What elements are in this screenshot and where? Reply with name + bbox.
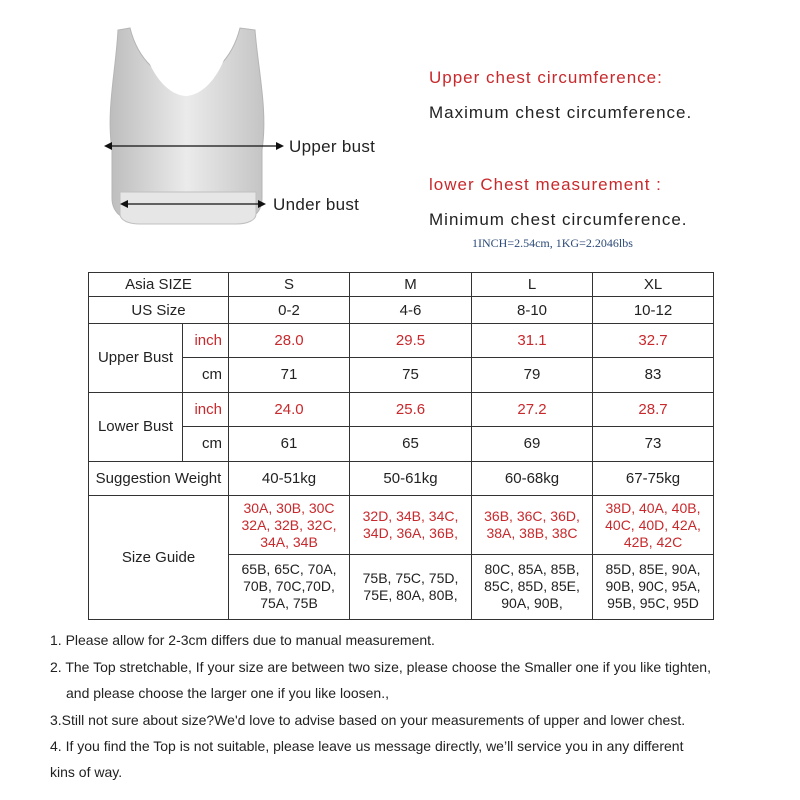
lower-inch-s: 24.0 <box>229 392 350 426</box>
size-guide-us-l: 36B, 36C, 36D, 38A, 38B, 38C <box>472 496 593 555</box>
upper-inch-xl: 32.7 <box>593 323 714 357</box>
upper-bust-inch-row <box>89 323 714 357</box>
upper-cm-m: 75 <box>350 358 472 392</box>
us-size-row <box>89 297 714 323</box>
note-3: 3.Still not sure about size?We'd love to advise based on your measurements of upper and lower chest. <box>50 712 686 728</box>
us-size-header: US Size <box>89 297 229 323</box>
upper-bust-cm-row <box>89 358 714 392</box>
size-l: L <box>472 273 593 297</box>
lower-bust-inch-row <box>89 392 714 426</box>
size-guide-us-m: 32D, 34B, 34C, 34D, 36A, 36B, <box>350 496 472 555</box>
us-size-l: 8-10 <box>472 297 593 323</box>
weight-l: 60-68kg <box>472 461 593 495</box>
us-size-m: 4-6 <box>350 297 472 323</box>
size-guide-eu-m: 75B, 75C, 75D, 75E, 80A, 80B, <box>350 554 472 619</box>
upper-inch-s: 28.0 <box>229 323 350 357</box>
upper-inch-unit: inch <box>183 323 229 357</box>
size-guide-us-s: 30A, 30B, 30C 32A, 32B, 32C, 34A, 34B <box>229 496 350 555</box>
weight-row <box>89 461 714 495</box>
sports-bra-illustration <box>0 0 300 240</box>
note-2: 2. The Top stretchable, If your size are between two size, please choose the Smaller one if you like tighten, <box>50 659 711 675</box>
upper-cm-xl: 83 <box>593 358 714 392</box>
note-4-continued: kins of way. <box>50 764 123 780</box>
weight-s: 40-51kg <box>229 461 350 495</box>
size-s: S <box>229 273 350 297</box>
us-size-xl: 10-12 <box>593 297 714 323</box>
lower-chest-description: Minimum chest circumference. <box>429 210 688 229</box>
lower-inch-unit: inch <box>183 392 229 426</box>
lower-inch-m: 25.6 <box>350 392 472 426</box>
size-guide-eu-xl: 85D, 85E, 90A, 90B, 90C, 95A, 95B, 95C, 95D <box>593 554 714 619</box>
note-4: 4. If you find the Top is not suitable, please leave us message directly, we’ll service you in any different <box>50 738 684 754</box>
us-size-s: 0-2 <box>229 297 350 323</box>
upper-chest-title: Upper chest circumference: <box>429 68 663 87</box>
upper-cm-unit: cm <box>183 358 229 392</box>
size-guide-us-row <box>89 496 714 555</box>
weight-xl: 67-75kg <box>593 461 714 495</box>
lower-bust-cm-row <box>89 427 714 461</box>
under-bust-label: Under bust <box>273 195 360 214</box>
asia-size-row <box>89 273 714 297</box>
lower-cm-s: 61 <box>229 427 350 461</box>
size-chart-table <box>88 272 714 620</box>
size-guide-eu-l: 80C, 85A, 85B, 85C, 85D, 85E, 90A, 90B, <box>472 554 593 619</box>
lower-cm-xl: 73 <box>593 427 714 461</box>
note-2-continued: and please choose the larger one if you like loosen., <box>66 685 389 701</box>
lower-chest-title: lower Chest measurement : <box>429 175 662 194</box>
lower-cm-m: 65 <box>350 427 472 461</box>
upper-inch-l: 31.1 <box>472 323 593 357</box>
weight-m: 50-61kg <box>350 461 472 495</box>
upper-cm-l: 79 <box>472 358 593 392</box>
size-guide-eu-s: 65B, 65C, 70A, 70B, 70C,70D, 75A, 75B <box>229 554 350 619</box>
unit-conversion-note: 1INCH=2.54cm, 1KG=2.2046lbs <box>472 236 633 250</box>
upper-chest-description: Maximum chest circumference. <box>429 103 693 122</box>
size-guide-header: Size Guide <box>89 496 229 620</box>
lower-cm-l: 69 <box>472 427 593 461</box>
size-guide-us-xl: 38D, 40A, 40B, 40C, 40D, 42A, 42B, 42C <box>593 496 714 555</box>
upper-cm-s: 71 <box>229 358 350 392</box>
upper-inch-m: 29.5 <box>350 323 472 357</box>
weight-header: Suggestion Weight <box>89 461 229 495</box>
lower-bust-header: Lower Bust <box>89 392 183 461</box>
lower-inch-xl: 28.7 <box>593 392 714 426</box>
note-1: 1. Please allow for 2-3cm differs due to manual measurement. <box>50 632 435 648</box>
upper-bust-header: Upper Bust <box>89 323 183 392</box>
size-xl: XL <box>593 273 714 297</box>
lower-inch-l: 27.2 <box>472 392 593 426</box>
lower-cm-unit: cm <box>183 427 229 461</box>
upper-bust-label: Upper bust <box>289 137 376 156</box>
size-m: M <box>350 273 472 297</box>
asia-size-header: Asia SIZE <box>89 273 229 297</box>
